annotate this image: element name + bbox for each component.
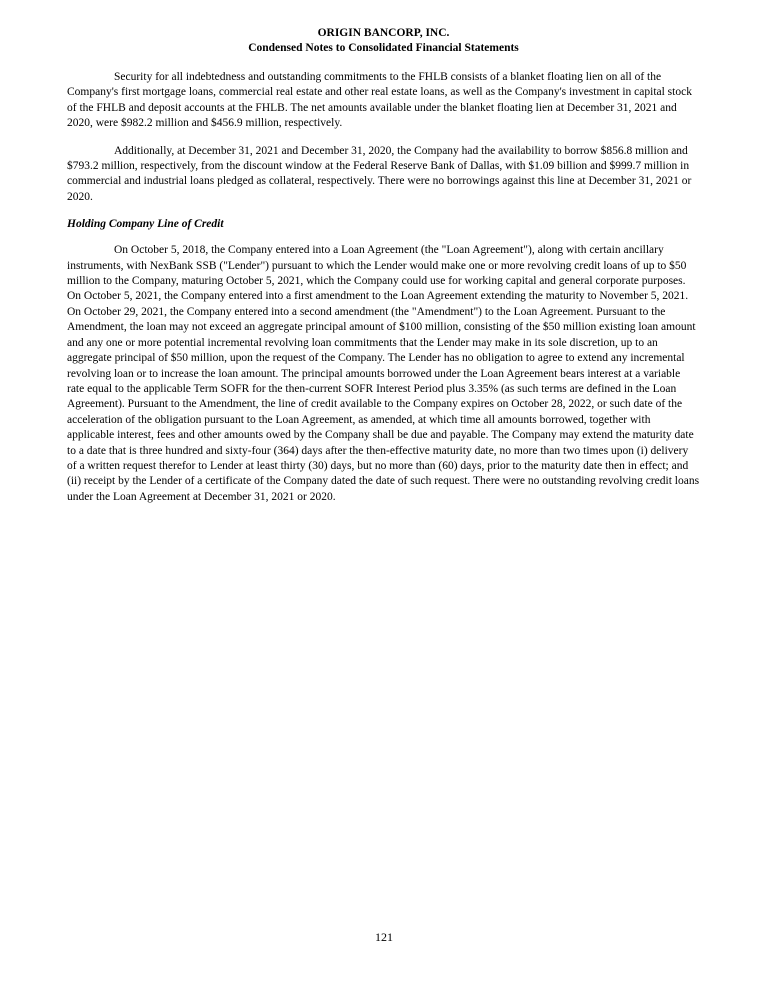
document-page (67, 26, 700, 505)
document-header (67, 26, 700, 56)
section-heading: Holding Company Line of Credit (67, 218, 224, 231)
paragraph-loan-agreement: On October 5, 2018, the Company entered into a Loan Agreement (the "Loan Agreement"), along with certain ancillary instruments, with NexBank SSB ("Lender") pursuant to which the Lender would make one or more revolving credit loans of up to $50 million to the Company, maturing October 5, 2021, which the Company could use for working capital and general corporate purposes. On October 5, 2021, the Company entered into a first amendment to the Loan Agreement extending the maturity to November 5, 2021. On October 29, 2021, the Company entered into a second amendment (the "Amendment") to the Loan Agreement. Pursuant to the Amendment, the loan may not exceed an aggregate principal amount of $100 million, consisting of the $50 million existing loan amount and any one or more potential incremental revolving loan commitments that the Lender may make in its sole discretion, up to an aggregate principal of $50 million, upon the request of the Company. The Lender has no obligation to agree to extend any incremental revolving loan or to increase the loan amount. The principal amounts borrowed under the Loan Agreement bears interest at a variable rate equal to the applicable Term SOFR for the then-current SOFR Interest Period plus 3.35% (as such terms are defined in the Loan Agreement). Pursuant to the Amendment, the line of credit available to the Company expires on October 28, 2022, or such date of the acceleration of the obligation pursuant to the Loan Agreement, as amended, at which time all amounts borrowed, together with applicable interest, fees and other amounts owed by the Company shall be due and payable. The Company may extend the maturity date to a date that is three hundred and sixty-four (364) days after the then-effective maturity date, no more than two times upon (i) delivery of a written request therefor to Lender at least thirty (30) days, but no more than (60) days, prior to the maturity date then in effect; and (ii) receipt by the Lender of a certificate of the Company dated the date of such request. There were no outstanding revolving credit loans under the Loan Agreement at December 31, 2021 or 2020. (67, 244, 700, 503)
paragraph-fhlb-security: Security for all indebtedness and outstanding commitments to the FHLB consists of a blanket floating lien on all of the Company's first mortgage loans, commercial real estate and other real estate loans, as well as the Company's investment in capital stock of the FHLB and deposit accounts at the FHLB. The net amounts available under the blanket floating lien at December 31, 2021 and 2020, were $982.2 million and $456.9 million, respectively. (67, 71, 692, 130)
paragraph-discount-window: Additionally, at December 31, 2021 and December 31, 2020, the Company had the availability to borrow $856.8 million and $793.2 million, respectively, from the discount window at the Federal Reserve Bank of Dallas, with $1.09 billion and $999.7 million in commercial and industrial loans pledged as collateral, respectively. There were no borrowings against this line at December 31, 2021 or 2020. (67, 144, 692, 203)
statement-title: Condensed Notes to Consolidated Financial Statements (248, 42, 519, 54)
company-name: ORIGIN BANCORP, INC. (317, 27, 450, 39)
page-number: 121 (375, 930, 393, 944)
